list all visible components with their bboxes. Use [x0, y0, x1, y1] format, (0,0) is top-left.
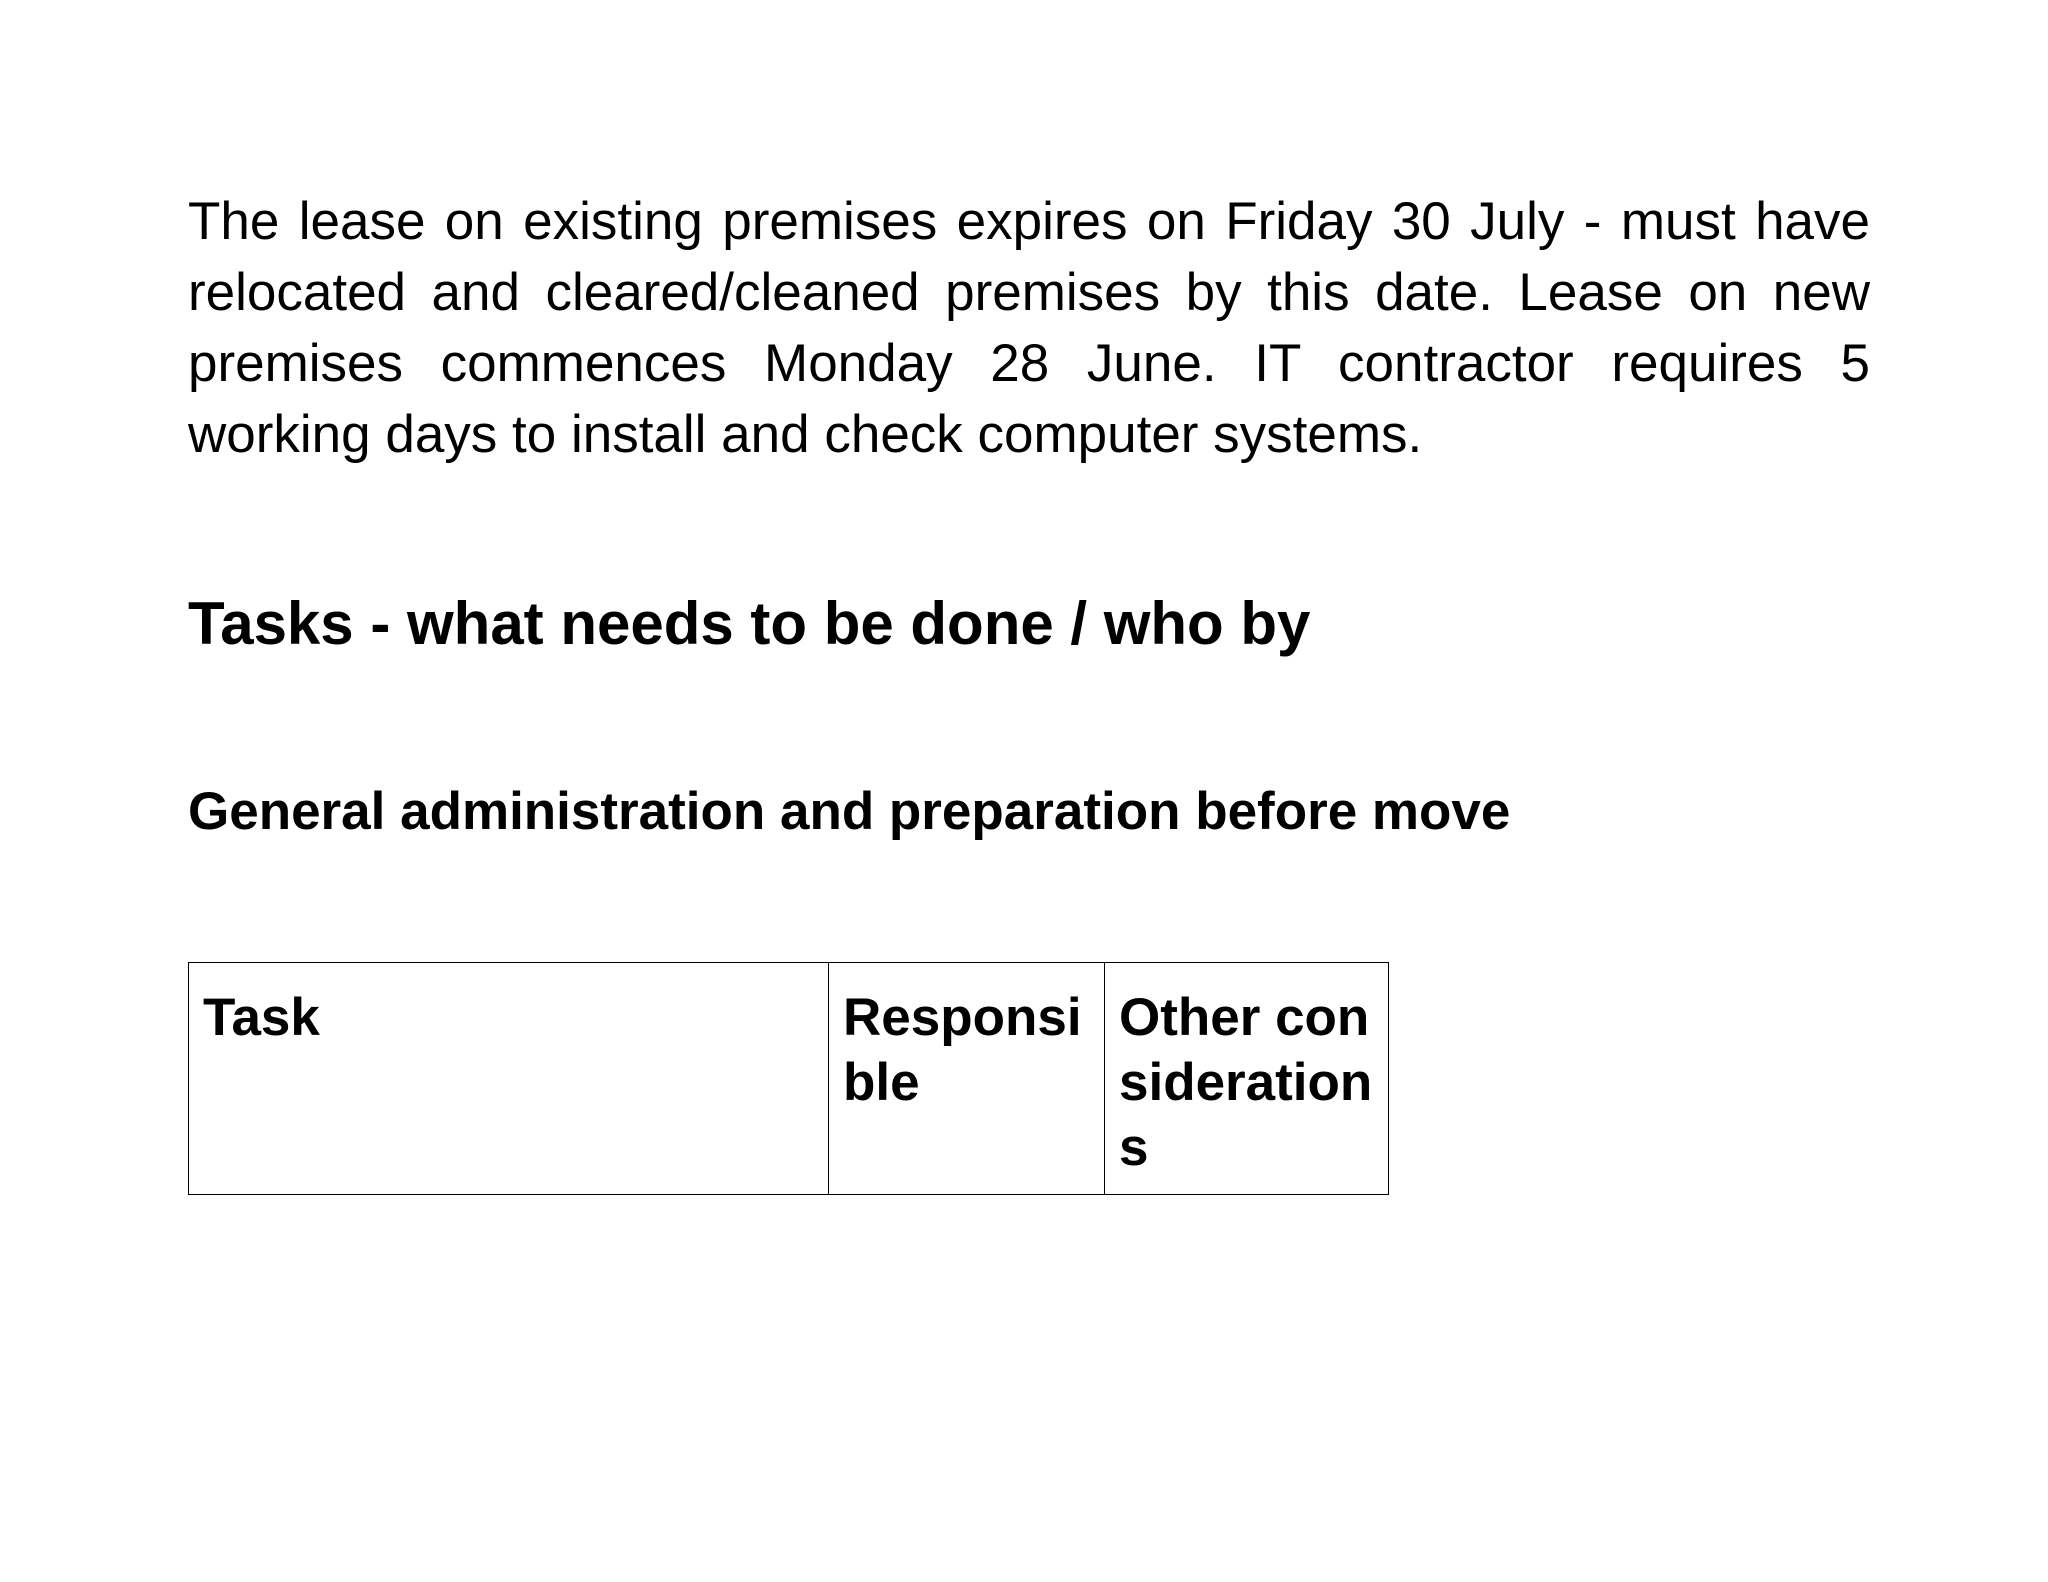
column-header-task: Task [189, 963, 829, 1195]
section-heading-general-administration: General administration and preparation before move [188, 782, 1511, 841]
tasks-heading: Tasks - what needs to be done / who by [188, 590, 1311, 657]
table-header-row [189, 963, 1389, 1195]
intro-paragraph: The lease on existing premises expires on Friday 30 July - must have relocated and cleared/cleaned premises by this date. Lease on new premises commences Monday 28 June. IT contractor requires 5 working days to install and check computer systems. [188, 192, 1870, 464]
tasks-table [188, 962, 1389, 1195]
column-header-responsible: Responsible [829, 963, 1105, 1195]
column-header-other-considerations: Other considerations [1105, 963, 1389, 1195]
